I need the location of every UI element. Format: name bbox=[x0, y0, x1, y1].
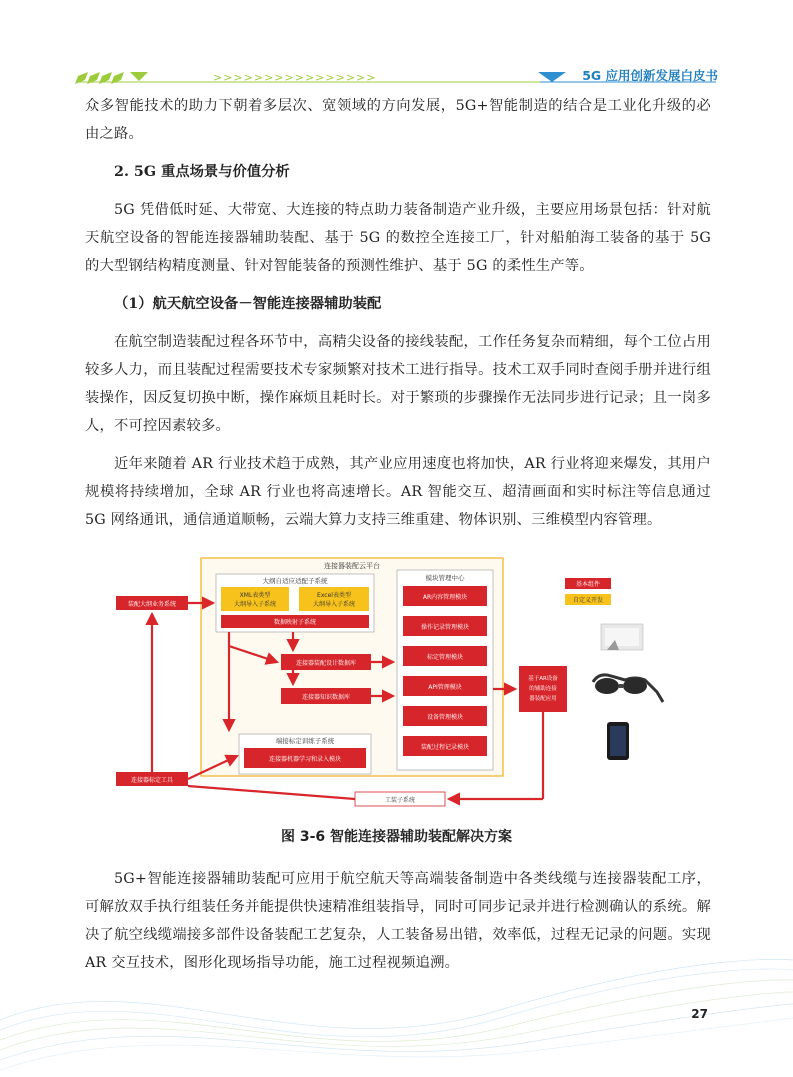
module-label: 装配过程记录模块 bbox=[420, 744, 470, 751]
platform-title: 连接器装配云平台 bbox=[324, 562, 380, 570]
excel-line-1: Excel表类型 bbox=[317, 592, 351, 599]
tooling-label: 工装子系统 bbox=[384, 797, 416, 804]
ar-glasses-icon bbox=[593, 675, 663, 702]
subsection-heading: （1）航天航空设备－智能连接器辅助装配 bbox=[114, 296, 382, 312]
footer-waves-decoration bbox=[0, 900, 793, 1077]
ar-app-line-1: 基于AR设备 bbox=[528, 676, 558, 682]
legend-custom-label: 自定义开发 bbox=[572, 597, 604, 604]
main-text bbox=[85, 92, 711, 534]
section-heading: 2. 5G 重点场景与价值分析 bbox=[114, 164, 290, 180]
paragraph-3: 在航空制造装配过程各环节中，高精尖设备的接线装配，工作任务复杂而精细，每个工位占用较多人力，而且装配过程需要技术专家频繁对技术工进行指导。技术工双手同时查阅手册并进行组装操作，因反复切换中断，操作麻烦且耗时长。对于繁琐的步骤操作无法同步进行记录；且一岗多人，不可控因素较多。 bbox=[85, 334, 711, 434]
tablet-icon bbox=[601, 624, 643, 650]
xml-line-2: 大纲导入子系统 bbox=[233, 601, 277, 608]
module-label: AR内容管理模块 bbox=[422, 594, 468, 601]
design-db-label: 连接器装配设计数据库 bbox=[295, 660, 357, 667]
header-title: 5G 应用创新发展白皮书 bbox=[582, 68, 718, 83]
outline-business-label: 装配大纲业务系统 bbox=[127, 601, 177, 608]
ar-app-line-3: 器装配应用 bbox=[529, 696, 557, 702]
phone-icon bbox=[607, 722, 629, 760]
paragraph-2: 5G 凭借低时延、大带宽、大连接的特点助力装备制造产业升级，主要应用场景包括：针对航天航空设备的智能连接器辅助装配、基于 5G 的数控全连接工厂，针对船舶海工装备的基于 5G 的大型钢结构精度测量、针对智能装备的预测性维护、基于 5G 的柔性生产等。 bbox=[85, 202, 711, 274]
paragraph-5: 5G+智能连接器辅助装配可应用于航空航天等高端装备制造中各类线缆与连接器装配工序，可解放双手执行组装任务并能提供快速精准组装指导，同时可同步记录并进行检测确认的系统。解决了航空线缆端接多部件设备装配工艺复杂，人工装备易出错，效率低，过程无记录的问题。实现 AR 交互技术，图形化现场指导功能，施工过程视频追溯。 bbox=[85, 871, 711, 971]
module-label: 设备管理模块 bbox=[426, 714, 464, 721]
legend-basic-label: 基本组件 bbox=[575, 581, 601, 588]
module-center-title: 模块管理中心 bbox=[425, 574, 465, 582]
training-subsystem-title: 端接标定训练子系统 bbox=[275, 737, 335, 745]
ar-app-line-2: 的辅助连接 bbox=[529, 686, 557, 692]
module-label: API管理模块 bbox=[428, 684, 462, 691]
mapping-label: 数据映射子系统 bbox=[273, 619, 317, 626]
calibration-tool-label: 连接器标定工具 bbox=[130, 777, 174, 784]
page-number: 27 bbox=[691, 1007, 708, 1021]
svg-text:>>>>>>>>>>>>>>>>: >>>>>>>>>>>>>>>> bbox=[213, 71, 377, 84]
paragraph-4: 近年来随着 AR 行业技术趋于成熟，其产业应用速度也将加快，AR 行业将迎来爆发，其用户规模将持续增加，全球 AR 行业也将高速增长。AR 智能交互、超清画面和实时标注等信息通过 5G 网络通讯，通信通道顺畅，云端大算力支持三维重建、物体识别、三维模型内容管理。 bbox=[85, 456, 711, 528]
module-label: 操作记录管理模块 bbox=[420, 624, 470, 631]
paragraph-1: 众多智能技术的助力下朝着多层次、宽领域的方向发展，5G+智能制造的结合是工业化升级的必由之路。 bbox=[85, 98, 711, 142]
outline-subsystem-title: 大纲自适应适配子系统 bbox=[262, 577, 328, 585]
module-label: 标定管理模块 bbox=[426, 654, 464, 661]
xml-line-1: XML表类型 bbox=[239, 592, 271, 599]
ml-module-label: 连接器机器学习和录入模块 bbox=[268, 756, 342, 763]
solution-diagram bbox=[113, 556, 693, 808]
excel-line-2: 大纲导入子系统 bbox=[312, 601, 356, 608]
figure-caption: 图 3-6 智能连接器辅助装配解决方案 bbox=[280, 829, 513, 845]
knowledge-db-label: 连接器知识数据库 bbox=[301, 694, 351, 701]
